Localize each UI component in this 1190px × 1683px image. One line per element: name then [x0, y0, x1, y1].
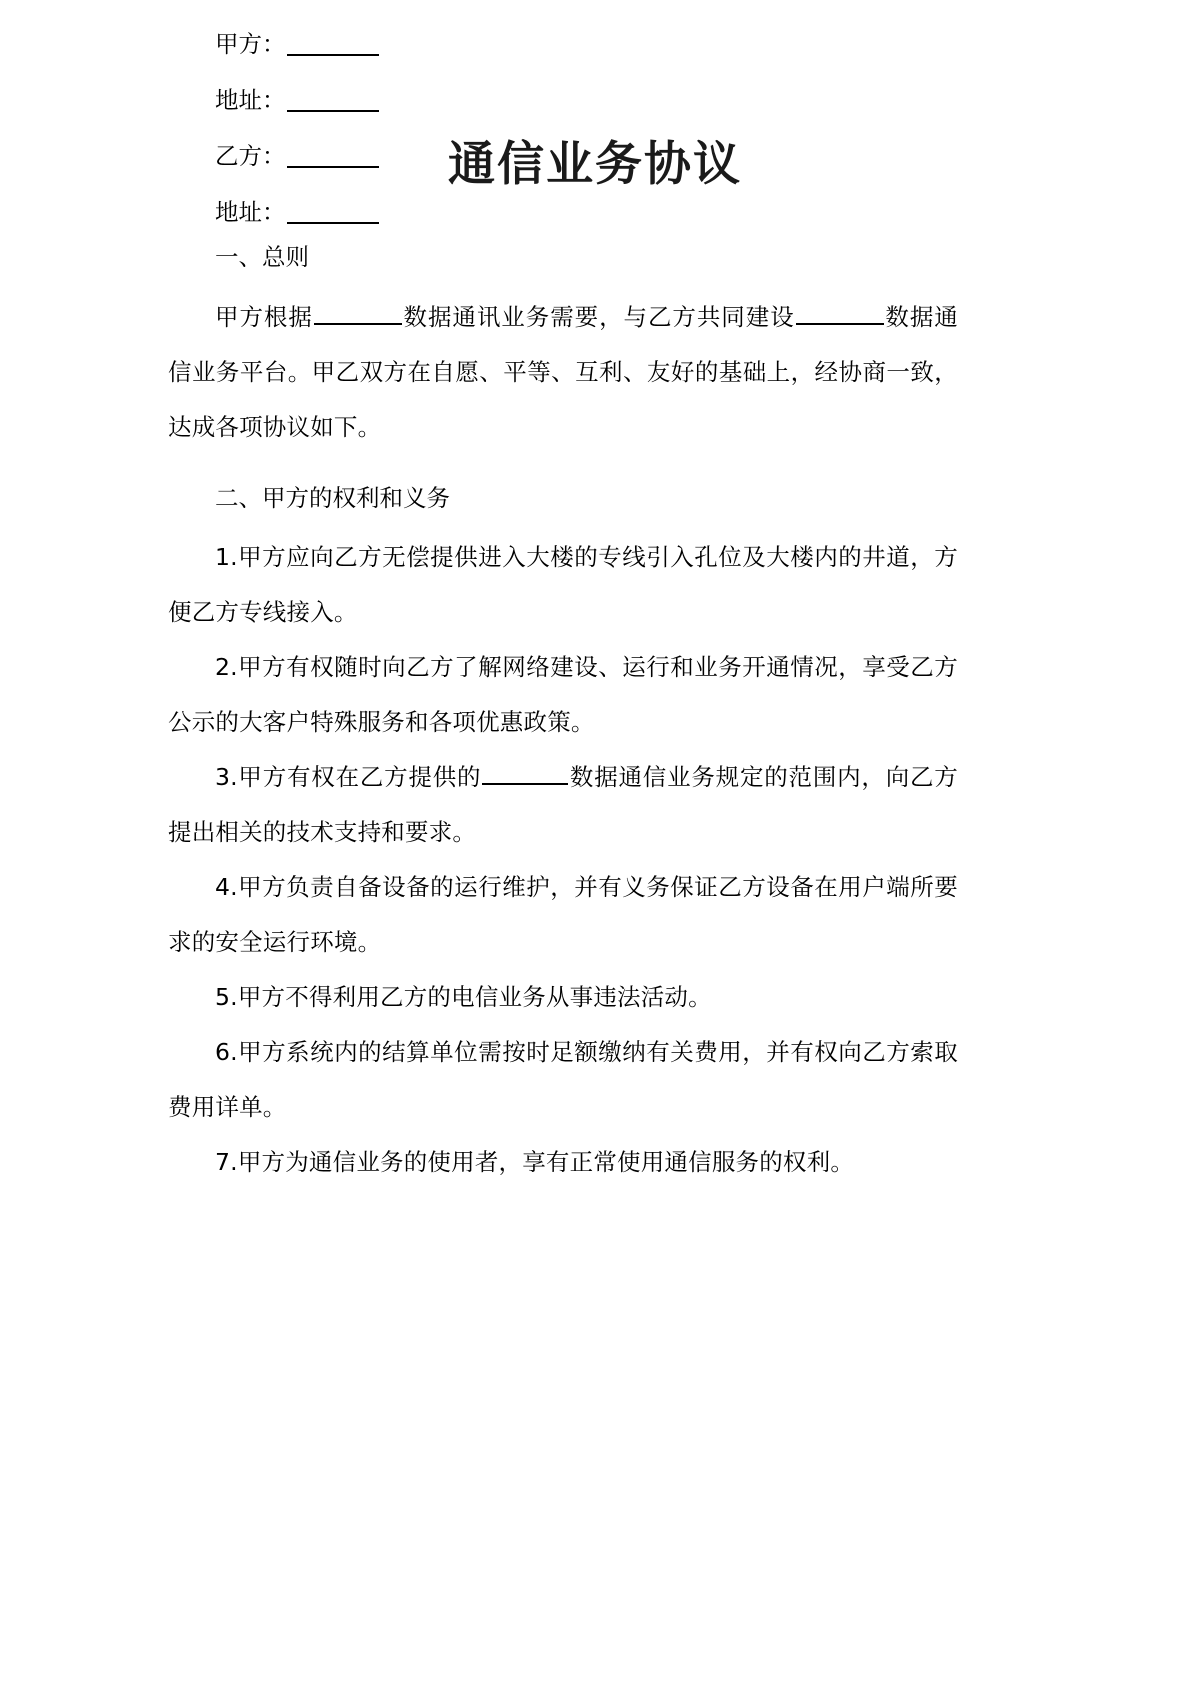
clause-item-5 [168, 970, 958, 1025]
page-title: 通信业务协议 [448, 137, 742, 192]
party-a-field [168, 0, 958, 56]
general-blank-1[interactable] [314, 300, 402, 324]
party-b-address-blank[interactable] [287, 200, 379, 224]
party-a-address-label: 地址： [215, 85, 286, 114]
party-b-label: 乙方： [215, 141, 286, 170]
clause-tail-text: 数据通信业务规定的范围内，向乙方提出相关的技术支持和要求。 [168, 763, 959, 846]
clause-item-6 [168, 1025, 958, 1135]
clause-number: 4. [215, 873, 238, 901]
general-blank-2[interactable] [796, 300, 884, 324]
paragraph-spacer [168, 455, 958, 465]
party-a-address-blank[interactable] [287, 88, 379, 112]
paragraph-general-principles [168, 290, 958, 455]
party-b-address-label: 地址： [215, 197, 286, 226]
clause-text: 甲方有权随时向乙方了解网络建设、运行和业务开通情况，享受乙方公示的大客户特殊服务和各项优惠政策。 [168, 653, 958, 736]
section-heading-party-a-rights: 二、甲方的权利和义务 [215, 483, 450, 512]
clause-number: 6. [215, 1038, 238, 1066]
party-b-address-field [168, 168, 958, 224]
clause-text: 甲方应向乙方无偿提供进入大楼的专线引入孔位及大楼内的井道，方便乙方专线接入。 [168, 543, 958, 626]
clause-number: 7. [215, 1148, 238, 1176]
party-a-address-field [168, 56, 958, 112]
clause-item-1 [168, 530, 958, 640]
clause-number: 1. [215, 543, 238, 571]
party-a-label: 甲方： [215, 29, 286, 58]
party-b-field [168, 112, 958, 168]
clause-lead-text: 甲方有权在乙方提供的 [237, 763, 482, 791]
clause-item-3 [168, 750, 958, 860]
clause-3-blank[interactable] [482, 761, 568, 785]
clause-item-4 [168, 860, 958, 970]
clause-item-7 [168, 1135, 958, 1190]
clause-number: 5. [215, 983, 238, 1011]
clause-text: 甲方为通信业务的使用者，享有正常使用通信服务的权利。 [237, 1148, 855, 1176]
section-heading-general: 一、总则 [215, 243, 309, 271]
clause-number: 3. [215, 763, 238, 791]
clause-item-2 [168, 640, 958, 750]
document-body [168, 0, 958, 1190]
party-b-blank[interactable] [287, 144, 379, 168]
party-a-blank[interactable] [287, 32, 379, 56]
clause-number: 2. [215, 653, 238, 681]
paragraph-mid-text: 数据通讯业务需要，与乙方共同建设 [402, 302, 795, 331]
paragraph-tail-text: 数据通信业务平台。甲乙双方在自愿、平等、互利、友好的基础上，经协商一致，达成各项协议如下。 [168, 302, 958, 441]
paragraph-lead-text: 甲方根据 [215, 302, 313, 331]
clause-text: 甲方系统内的结算单位需按时足额缴纳有关费用，并有权向乙方索取费用详单。 [168, 1038, 958, 1121]
clause-text: 甲方不得利用乙方的电信业务从事违法活动。 [237, 983, 712, 1011]
clause-text: 甲方负责自备设备的运行维护，并有义务保证乙方设备在用户端所要求的安全运行环境。 [168, 873, 958, 956]
